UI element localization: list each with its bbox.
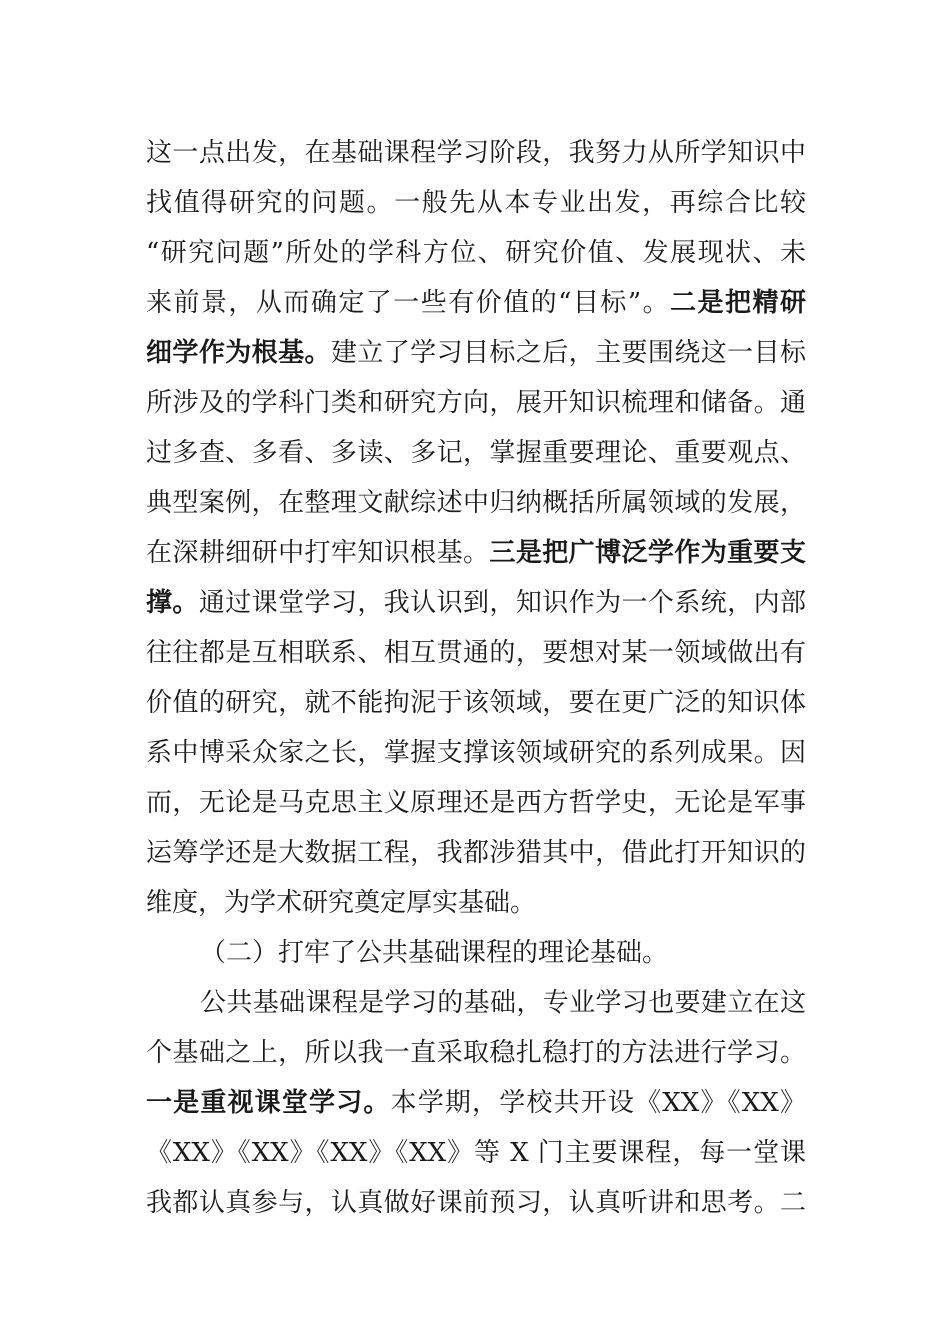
text-segment: 典型案例，在整理文献综述中归纳概括所属领域的发展， [146, 488, 806, 518]
text-line [146, 878, 806, 928]
text-line [146, 1078, 806, 1128]
text-segment: 公共基础课程是学习的基础，专业学习也要建立在这 [200, 988, 806, 1018]
text-segment: 往往都是互相联系、相互贯通的，要想对某一领域做出有 [146, 638, 806, 668]
text-line [146, 1128, 806, 1178]
bold-phrase: 二是把精研 [670, 288, 806, 318]
text-segment: 系中博采众家之长，掌握支撑该领域研究的系列成果。因 [146, 738, 806, 768]
text-line [146, 528, 806, 578]
text-line [146, 428, 806, 478]
text-line [146, 478, 806, 528]
text-segment: 建立了学习目标之后，主要围绕这一目标 [330, 338, 806, 368]
text-line [146, 278, 806, 328]
text-segment: 个基础之上，所以我一直采取稳扎稳打的方法进行学习。 [146, 1038, 806, 1068]
text-line [146, 828, 806, 878]
text-segment: 而，无论是马克思主义原理还是西方哲学史，无论是军事 [146, 788, 806, 818]
text-segment: “研究问题”所处的学科方位、研究价值、发展现状、未 [146, 238, 806, 268]
bold-phrase: 一是重视课堂学习。 [146, 1088, 391, 1118]
text-segment: 所涉及的学科门类和研究方向，展开知识梳理和储备。通 [146, 388, 806, 418]
text-segment: 通过课堂学习，我认识到，知识作为一个系统，内部 [198, 588, 806, 618]
text-line [146, 778, 806, 828]
text-line [146, 178, 806, 228]
text-segment: 过多查、多看、多读、多记，掌握重要理论、重要观点、 [146, 438, 806, 468]
text-line [146, 328, 806, 378]
section-heading: （二）打牢了公共基础课程的理论基础。 [200, 938, 669, 968]
text-segment: 价值的研究，就不能拘泥于该领域，要在更广泛的知识体 [146, 688, 806, 718]
text-segment: 我都认真参与，认真做好课前预习，认真听讲和思考。二 [146, 1188, 806, 1218]
text-line [146, 228, 806, 278]
text-segment: 运筹学还是大数据工程，我都涉猎其中，借此打开知识的 [146, 838, 806, 868]
text-segment: 找值得研究的问题。一般先从本专业出发，再综合比较 [146, 188, 806, 218]
text-segment: 在深耕细研中打牢知识根基。 [146, 538, 490, 568]
text-segment: 维度，为学术研究奠定厚实基础。 [146, 888, 537, 918]
text-segment: 本学期，学校共开设《XX》《XX》 [390, 1088, 806, 1118]
bold-phrase: 三是把广博泛学作为重要支 [489, 538, 806, 568]
bold-phrase: 细学作为根基。 [146, 338, 331, 368]
text-line [146, 628, 806, 678]
text-line [146, 1178, 806, 1228]
text-line [146, 678, 806, 728]
text-line [146, 128, 806, 178]
text-line [146, 378, 806, 428]
text-segment: 这一点出发，在基础课程学习阶段，我努力从所学知识中 [146, 138, 806, 168]
text-line [146, 1028, 806, 1078]
text-segment: 来前景，从而确定了一些有价值的“目标”。 [146, 288, 671, 318]
text-line [146, 578, 806, 628]
text-line [200, 978, 806, 1028]
text-line [146, 728, 806, 778]
text-segment: 《XX》《XX》《XX》《XX》等 X 门主要课程，每一堂课 [146, 1138, 806, 1168]
bold-phrase: 撑。 [146, 588, 199, 618]
